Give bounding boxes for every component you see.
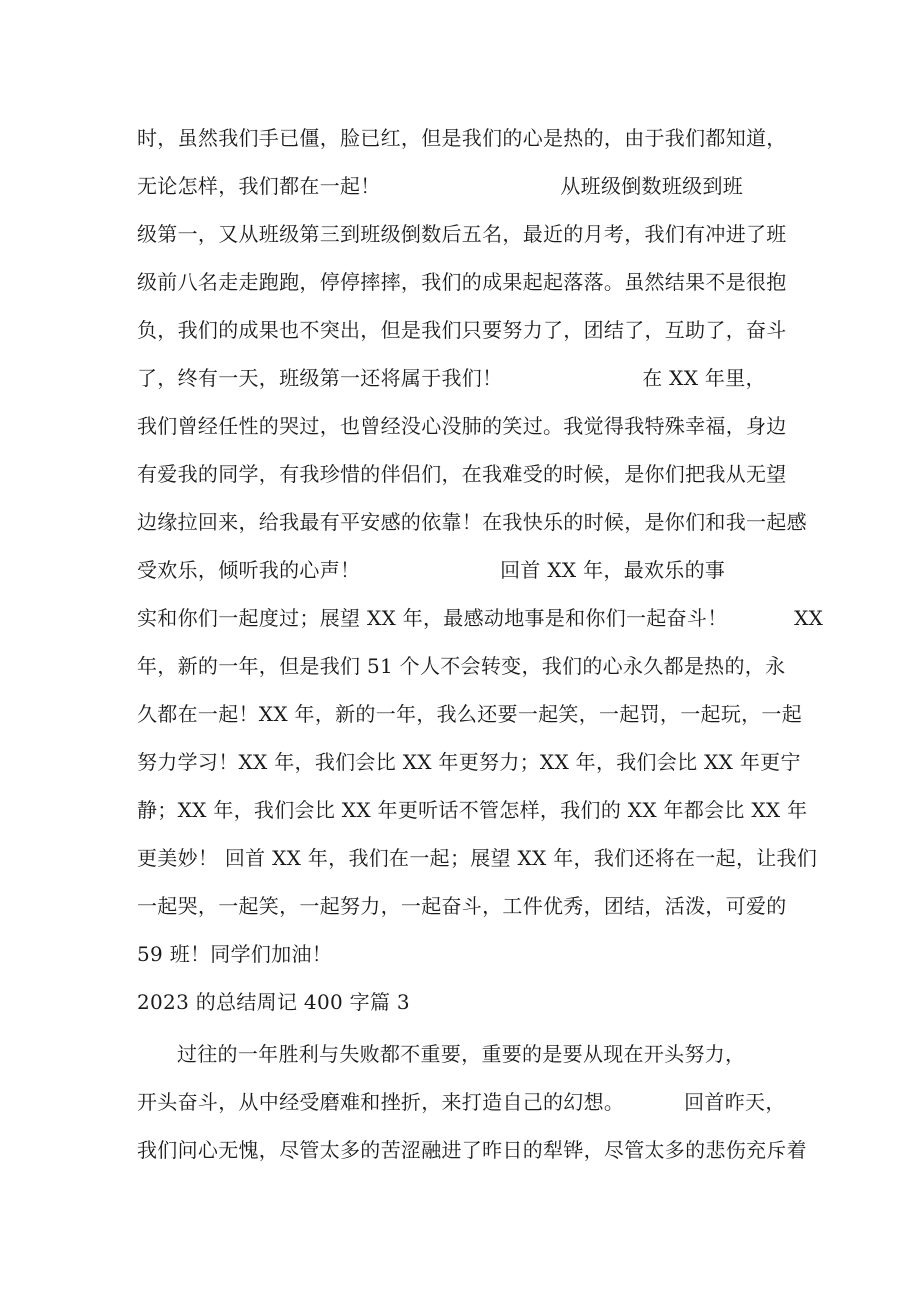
body-line: 静；XX 年，我们会比 XX 年更听话不管怎样，我们的 XX 年都会比 XX 年 [137, 798, 808, 822]
body-line: 边缘拉回来，给我最有平安感的依靠！在我快乐的时候，是你们和我一起感 [137, 510, 807, 534]
body-line: 级前八名走走跑跑，停停摔摔，我们的成果起起落落。虽然结果不是很抱 [137, 270, 787, 294]
body-line: 开头奋斗，从中经受磨难和挫折，来打造自己的幻想。 回首昨天， [137, 1090, 786, 1114]
body-line: 级第一，又从班级第三到班级倒数后五名，最近的月考，我们有冲进了班 [137, 222, 787, 246]
body-line: 有爱我的同学，有我珍惜的伴侣们，在我难受的时候，是你们把我从无望 [137, 462, 787, 486]
body-line: 过往的一年胜利与失败都不重要，重要的是要从现在开头努力， [137, 1042, 746, 1066]
body-line: 受欢乐，倾听我的心声！ 回首 XX 年，最欢乐的事 [137, 558, 726, 582]
body-line: 更美妙！ 回首 XX 年，我们在一起；展望 XX 年，我们还将在一起，让我们 [137, 846, 818, 870]
body-line: 时，虽然我们手已僵，脸已红，但是我们的心是热的，由于我们都知道， [137, 126, 787, 150]
body-line: 年，新的一年，但是我们 51 个人不会转变，我们的心永久都是热的，永 [137, 654, 786, 678]
section-heading: 2023 的总结周记 400 字篇 3 [137, 990, 410, 1014]
body-line: 了，终有一天，班级第一还将属于我们！ 在 XX 年里， [137, 366, 766, 390]
body-line: 59 班！同学们加油！ [137, 942, 333, 966]
body-line: 我们曾经任性的哭过，也曾经没心没肺的笑过。我觉得我特殊幸福，身边 [137, 414, 787, 438]
body-line: 无论怎样，我们都在一起！ 从班级倒数班级到班 [137, 174, 744, 198]
body-line: 努力学习！XX 年，我们会比 XX 年更努力；XX 年，我们会比 XX 年更宁 [137, 750, 801, 774]
body-line: 我们问心无愧，尽管太多的苦涩融进了昨日的犁铧，尽管太多的悲伤充斥着 [137, 1138, 807, 1162]
body-line: 负，我们的成果也不突出，但是我们只要努力了，团结了，互助了，奋斗 [137, 318, 787, 342]
body-line: 一起哭，一起笑，一起努力，一起奋斗，工件优秀，团结，活泼，可爱的 [137, 894, 787, 918]
body-line: 久都在一起！XX 年，新的一年，我么还要一起笑，一起罚，一起玩，一起 [137, 702, 803, 726]
body-line: 实和你们一起度过；展望 XX 年，最感动地事是和你们一起奋斗！ XX [137, 606, 824, 630]
